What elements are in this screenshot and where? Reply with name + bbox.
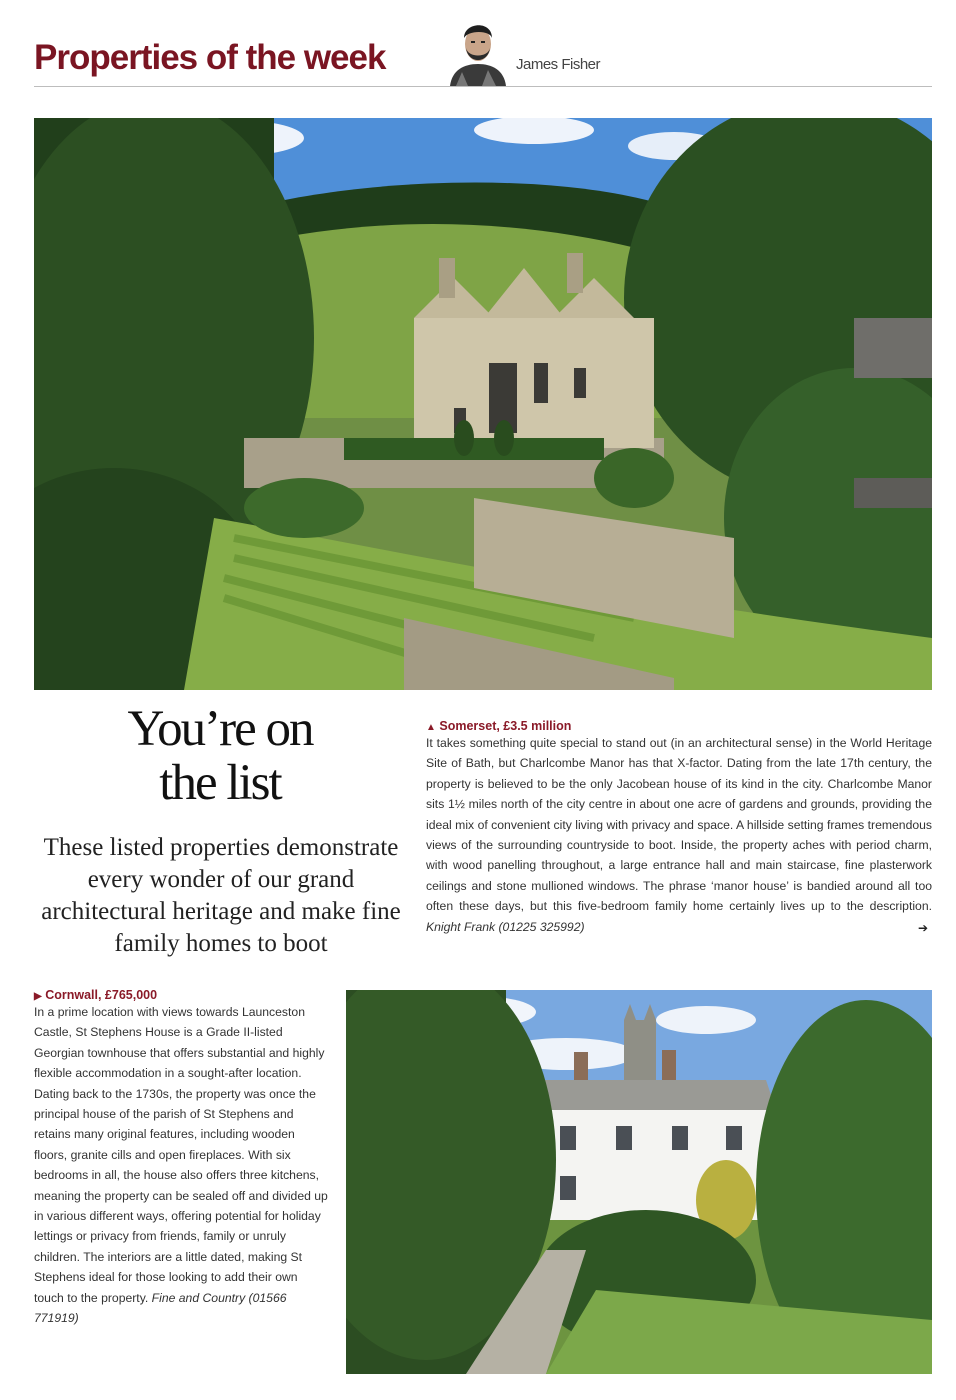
right-arrow-icon: ▶ (34, 991, 42, 1002)
listing-body (34, 1002, 328, 1329)
main-property-photo (34, 118, 932, 690)
header-rule (34, 86, 932, 87)
listing-heading-text: Cornwall, £765,000 (45, 988, 158, 1002)
author-name: James Fisher (516, 56, 601, 73)
listing-agent: Fine and Country (01566 771919) (34, 1290, 287, 1326)
listing-heading-text: Somerset, £3.5 million (439, 719, 572, 733)
listing-body (426, 733, 932, 937)
listing-heading (34, 988, 328, 1002)
page-header (34, 28, 932, 88)
listing-description: In a prime location with views towards Launceston Castle, St Stephens House is a Grade II-listed Georgian townhouse that offers substantial and highly flexible accommodation in a sought-after location. Dating back to the 1730s, the property was once the principal house of the parish of St Stephens and retains many original features, including wooden floors, granite cills and open fireplaces. With six bedrooms in all, the house also offers three kitchens, meaning the property can be sealed off and divided up in various different ways, offering potential for holiday lettings or privacy from friends, family or unruly children. The interiors are a little dated, making St Stephens ideal for those looking to add their own touch to the property. (34, 1005, 328, 1305)
listing-agent: Knight Frank (01225 325992) (426, 919, 585, 934)
headline-line-2: the list (159, 755, 281, 811)
cornwall-property-photo (346, 990, 932, 1374)
continue-arrow-icon: ➔ (917, 921, 928, 936)
up-arrow-icon: ▲ (426, 722, 436, 733)
author-portrait (442, 14, 514, 86)
listing-heading (426, 719, 932, 733)
listing-somerset (426, 719, 932, 937)
article-standfirst: These listed properties demonstrate every wonder of our grand architectural heritage and make fine family homes to boot (41, 834, 401, 957)
listing-description: It takes something quite special to stand out (in an architectural sense) in the World Heritage Site of Bath, but Charlcombe Manor has that X-factor. Dating from the late 17th century, the property is believed to be the only Jacobean house of its kind in the city. Charlcombe Manor sits 1½ miles north of the city centre in about one acre of gardens and grounds, providing the ideal mix of convenient city living with privacy and space. A hillside setting frames tremendous views of the surrounding countryside to boot. Inside, the property aches with period charm, with wood panelling throughout, a large entrance hall and main staircase, fine plasterwork ceilings and stone mullioned windows. The phrase ‘manor house’ is bandied around all too often these days, but this five-bedroom family home certainly lives up to the description. (426, 736, 932, 914)
headline-line-1: You’re on (127, 701, 313, 757)
article-headline (34, 702, 406, 810)
section-title: Properties of the week (34, 38, 386, 77)
listing-cornwall (34, 988, 328, 1329)
